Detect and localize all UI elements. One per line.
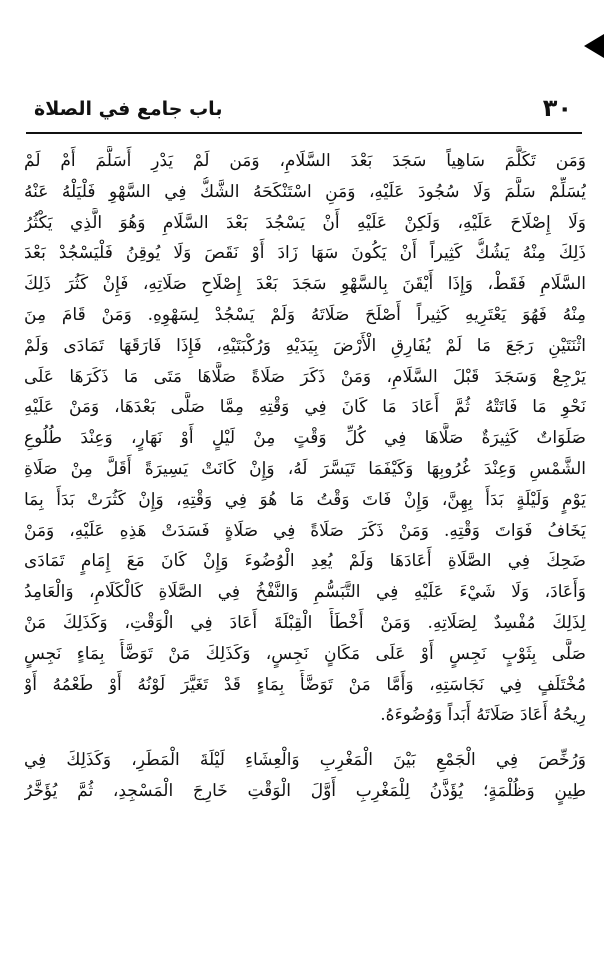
chapter-title: باب جامع في الصلاة <box>34 98 223 120</box>
text-line: لِذَلِكَ مُفْسِدٌ لِصَلَاتِهِ. وَمَنْ أَخْطَأَ الْقِبْلَةَ أَعَادَ فِي الْوَقْتِ، وَكَذَلِكَ مَنْ <box>24 612 586 633</box>
text-line: نَحْوِ مَا فَاتَتْهُ ثُمَّ أَعَادَ مَا كَانَ فِي وَقْتِهِ مِمَّا صَلَّى بَعْدَهَا، وَمَنْ عَلَيْهِ <box>24 397 586 418</box>
text-line: وَرُخِّصَ فِي الْجَمْعِ بَيْنَ الْمَغْرِبِ وَالْعِشَاءِ لَيْلَةَ الْمَطَرِ، وَكَذَلِكَ فِي <box>24 750 586 771</box>
text-line: وَمَن تَكَلَّمَ سَاهِياً سَجَدَ بَعْدَ السَّلَامِ، وَمَن لَمْ يَدْرِ أَسَلَّمَ أَمْ لَمْ <box>24 151 586 171</box>
page-number: ٣٠ <box>542 94 572 122</box>
text-line: يَخَافُ فَوَاتَ وَقْتِهِ. وَمَنْ ذَكَرَ صَلَاةً فِي صَلَاةٍ فَسَدَتْ هَذِهِ عَلَيْهِ، وَمَنْ <box>24 520 586 541</box>
header-divider <box>26 132 582 134</box>
paragraph-2 <box>24 745 586 807</box>
text-line: الشَّمْسِ وَعِنْدَ غُرُوبِهَا وَكَيْفَمَا تَيَسَّرَ لَهُ، وَإِنْ كَانَتْ يَسِيرَةً أَقَلَّ مِنْ صَلَاةِ <box>24 458 586 479</box>
text-line: رِيحُهُ أَعَادَ صَلَاتَهُ أَبَداً وَوُضُوءَهُ. <box>380 705 586 726</box>
text-line: مِنْهُ فَهُوَ يَعْتَرِيهِ كَثِيراً أَصْلَحَ صَلَاتَهُ وَلَمْ يَسْجُدْ لِسَهْوِهِ. وَمَنْ قَامَ مِنَ <box>24 304 586 325</box>
page-header <box>26 90 582 130</box>
text-line: السَّلَامِ فَقَطْ، وَإِذَا أَيْقَنَ بِالسَّهْوِ سَجَدَ بَعْدَ إِصْلَاحِ صَلَاتِهِ، فَإِنْ كَثُرَ ذَلِكَ <box>24 274 586 295</box>
text-line: يَرْجِعْ وَسَجَدَ قَبْلَ السَّلَامِ، وَمَنْ ذَكَرَ صَلَاةً صَلَّاهَا مَتَى مَا ذَكَرَهَا عَلَى <box>24 366 586 387</box>
text-line: ضَحِكَ فِي الصَّلَاةِ أَعَادَهَا وَلَمْ يُعِدِ الْوُضُوءَ وَإِنْ كَانَ مَعَ إِمَامٍ تَمَادَى <box>24 551 586 572</box>
page-corner-marker <box>584 34 604 58</box>
paragraph-spacer <box>24 731 586 745</box>
text-line: ذَلِكَ مِنْهُ يَشُكُّ كَثِيراً أَنْ يَكُونَ سَهَا زَادَ أَوْ نَقَصَ وَلَا يُوقِنُ فَلْيَسْجُدْ بَعْدَ <box>24 243 586 264</box>
text-line: يَوْمٍ وَلَيْلَةٍ بَدَأَ بِهِنَّ، وَإِنْ فَاتَ وَقْتُ مَا هُوَ فِي وَقْتِهِ، وَإِنْ كَثُرَتْ بَدَأَ بِمَا <box>24 489 586 510</box>
body-text <box>24 146 586 807</box>
text-line: صَلَوَاتٌ كَثِيرَةٌ صَلَّاهَا فِي كُلِّ وَقْتٍ مِنْ لَيْلٍ أَوْ نَهَارٍ، وَعِنْدَ طُلُوعِ <box>24 428 586 449</box>
text-line: وَأَعَادَ، وَلَا شَيْءَ عَلَيْهِ فِي التَّبَسُّمِ وَالنَّفْخُ فِي الصَّلَاةِ كَالْكَلَامِ، وَالْعَامِدُ <box>24 582 586 603</box>
text-line: طِينٍ وَظُلْمَةٍ؛ يُؤَذَّنُ لِلْمَغْرِبِ أَوَّلَ الْوَقْتِ خَارِجَ الْمَسْجِدِ، ثُمَّ يُؤَخَّرُ <box>24 780 586 801</box>
text-line: اثْنَتَيْنِ رَجَعَ مَا لَمْ يُفَارِقِ الْأَرْضَ بِيَدَيْهِ وَرُكْبَتَيْهِ، فَإِذَا فَارَقَهَا تَمَادَى وَلَمْ <box>24 335 586 356</box>
paragraph-1 <box>24 146 586 731</box>
text-line: مُخْتَلَفٍ فِي نَجَاسَتِهِ، وَأَمَّا مَنْ تَوَضَّأَ بِمَاءٍ قَدْ تَغَيَّرَ لَوْنُهُ أَوْ طَعْمُهُ أَوْ <box>24 674 586 695</box>
text-line: صَلَّى بِثَوْبٍ نَجِسٍ أَوْ عَلَى مَكَانٍ نَجِسٍ، وَكَذَلِكَ مَنْ تَوَضَّأَ بِمَاءٍ نَجِسٍ <box>24 643 586 664</box>
text-line: يُسَلِّمْ سَلَّمَ وَلَا سُجُودَ عَلَيْهِ، وَمَنِ اسْتَنْكَحَهُ الشَّكُّ فِي السَّهْوِ فَلْيَلْهُ عَنْهُ <box>24 181 586 202</box>
text-line: وَلَا إِصْلَاحَ عَلَيْهِ، وَلَكِنْ عَلَيْهِ أَنْ يَسْجُدَ بَعْدَ السَّلَامِ وَهُوَ الَّذِي يَكْثُرُ <box>24 212 586 233</box>
